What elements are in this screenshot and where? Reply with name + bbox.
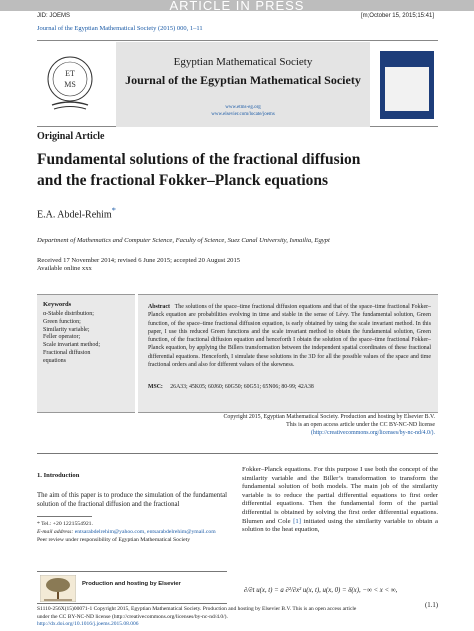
journal-header bbox=[37, 40, 438, 127]
keyword-item: Scale invariant method; bbox=[43, 342, 100, 349]
copyright-notice bbox=[138, 414, 435, 437]
abstract-label: Abstract bbox=[148, 304, 170, 310]
msc-codes bbox=[148, 384, 314, 390]
email-label: E-mail address: bbox=[37, 529, 75, 535]
intro-heading: 1. Introduction bbox=[37, 472, 80, 479]
article-type: Original Article bbox=[37, 131, 105, 142]
keyword-item: Fractional diffusion bbox=[43, 349, 91, 356]
journal-title: Journal of the Egyptian Mathematical Society bbox=[125, 73, 361, 87]
keyword-item: α-Stable distribution; bbox=[43, 311, 94, 317]
cover-artwork bbox=[385, 67, 429, 111]
intro-right-part-1: Fokker–Planck equations. For this purpose I use both the concept of the similarity variable and the Biller’s transformation to transform the fundamental solution of both models. The main job of the similarity variable is to reduce the partial differential equations to first order differential equations. Then the fundamental form of the partial differential is obtained by solving the first order differential equations. Blumen and Cole bbox=[242, 466, 438, 525]
doi-link[interactable]: http://dx.doi.org/10.1016/j.joems.2015.08.006 bbox=[37, 621, 139, 628]
journal-cover-icon bbox=[380, 51, 434, 119]
journal-reference-link[interactable]: Journal of the Egyptian Mathematical Society (2015) 000, 1–11 bbox=[37, 25, 203, 32]
abstract-box bbox=[138, 294, 438, 413]
journal-id: JID: JOEMS bbox=[37, 13, 71, 19]
abstract-text: The solutions of the space–time fractional diffusion equations and that of the space–time fractional Fokker–Planck equation are probabilities evolving in time and stable in the sense of Lévy. The fundamental solution, Green function, of the space–time fractional diffusion equation, is early obtained by using the scale invariant method. In this paper, I use this reduced Green functions and the scale invariant method to obtain the fundamental solution, Green function, of the fractional diffusion equation and henceforth I obtain the solution of the space–time fractional Fokker–Planck equation, by applying the Billers transformation between the independent spatial coordinates of these fractional differential equations. Henceforth, I simulate these solutions in the 3D for all the possible values of the space and time fractional orders and also for different values of the skewness. bbox=[148, 304, 431, 369]
keyword-item: Green function; bbox=[43, 318, 81, 325]
society-seal-icon bbox=[46, 55, 94, 113]
author bbox=[37, 206, 116, 220]
section-divider bbox=[37, 453, 438, 454]
abstract-body bbox=[148, 303, 431, 369]
banner-text: ARTICLE IN PRESS bbox=[169, 0, 305, 13]
logo-text-top: ET bbox=[65, 69, 75, 78]
intro-left-text: The aim of this paper is to produce the simulation of the fundamental solution of the fractional diffusion and the fractional bbox=[37, 492, 227, 508]
article-dates bbox=[37, 257, 240, 273]
title-line-1: Fundamental solutions of the fractional diffusion bbox=[37, 151, 361, 168]
timestamp: [m;October 15, 2015;15:41] bbox=[360, 13, 434, 19]
copyright-line-1: Copyright 2015, Egyptian Mathematical Society. Production and hosting by Elsevier B.V. bbox=[223, 414, 435, 420]
equation-number: (1.1) bbox=[424, 602, 438, 609]
footnote-divider bbox=[37, 516, 92, 517]
email-link[interactable]: entsarabdelrehim@yahoo.com, entsarabdelrehim@ymail.com bbox=[74, 529, 216, 535]
keyword-item: Similarity variable; bbox=[43, 326, 90, 333]
bottom-line-1: S1110-256X(15)00071-1 Copyright 2015, Egyptian Mathematical Society. Production and hosting by Elsevier B.V. This is an open access article bbox=[37, 606, 357, 612]
article-title bbox=[37, 149, 437, 191]
elsevier-hosting-label: Production and hosting by Elsevier bbox=[82, 581, 181, 587]
article-in-press-banner bbox=[0, 0, 474, 11]
journal-urls bbox=[116, 104, 370, 118]
equation-1-1: ∂/∂t u(x, t) = a ∂²/∂x² u(x, t), u(x, 0) = δ(x), −∞ < x < ∞, bbox=[244, 587, 398, 594]
title-line-2: and the fractional Fokker–Planck equations bbox=[37, 172, 329, 189]
citation-link[interactable]: [1] bbox=[293, 517, 301, 525]
available-online: Available online xxx bbox=[37, 265, 92, 272]
msc-label: MSC: bbox=[148, 384, 163, 390]
keywords-list bbox=[43, 311, 100, 366]
footnote-email bbox=[37, 528, 227, 536]
copyright-line-2: This is an open access article under the CC BY-NC-ND license bbox=[286, 421, 435, 428]
keyword-item: Feller operator; bbox=[43, 334, 81, 341]
elsevier-url-link[interactable]: www.elsevier.com/locate/joems bbox=[211, 112, 275, 117]
msc-values: 26A33; 45K05; 60J60; 60G50; 60G51; 65N06; 80-99; 42A38 bbox=[170, 384, 314, 390]
footnotes bbox=[37, 520, 227, 544]
keywords-box bbox=[37, 294, 135, 413]
elsevier-tree-icon bbox=[40, 575, 76, 602]
society-name: Egyptian Mathematical Society bbox=[173, 56, 313, 68]
received-dates: Received 17 November 2014; revised 6 June 2015; accepted 20 August 2015 bbox=[37, 257, 241, 264]
intro-right-part-2: initiated using the similarity variable to obtain a solution to the heat equation, bbox=[242, 517, 438, 534]
author-name: E.A. Abdel-Rehim bbox=[37, 209, 112, 221]
elsevier-hosting-box bbox=[37, 571, 227, 604]
header-center-panel bbox=[116, 42, 370, 127]
logo-text-bottom: MS bbox=[64, 80, 76, 89]
footnote-tel: * Tel.: +20 1221554921. bbox=[37, 521, 93, 527]
license-link[interactable]: (http://creativecommons.org/licenses/by-nc-nd/4.0/). bbox=[310, 429, 435, 436]
keyword-item: equations bbox=[43, 357, 66, 364]
bottom-notice bbox=[37, 606, 438, 629]
footnote-peer-review: Peer review under responsibility of Egyptian Mathematical Society bbox=[37, 537, 191, 543]
keywords-heading: Keywords bbox=[43, 301, 72, 308]
affiliation: Department of Mathematics and Computer Science, Faculty of Science, Suez Canal University, Ismailia, Egypt bbox=[37, 237, 330, 244]
author-footnote-mark[interactable]: * bbox=[111, 206, 116, 215]
bottom-line-2: under the CC BY-NC-ND license (http://creativecommons.org/licenses/by-nc-nd/4.0/). bbox=[37, 613, 228, 620]
intro-right-text bbox=[242, 466, 438, 535]
society-url-link[interactable]: www.etms-eg.org bbox=[225, 105, 261, 110]
